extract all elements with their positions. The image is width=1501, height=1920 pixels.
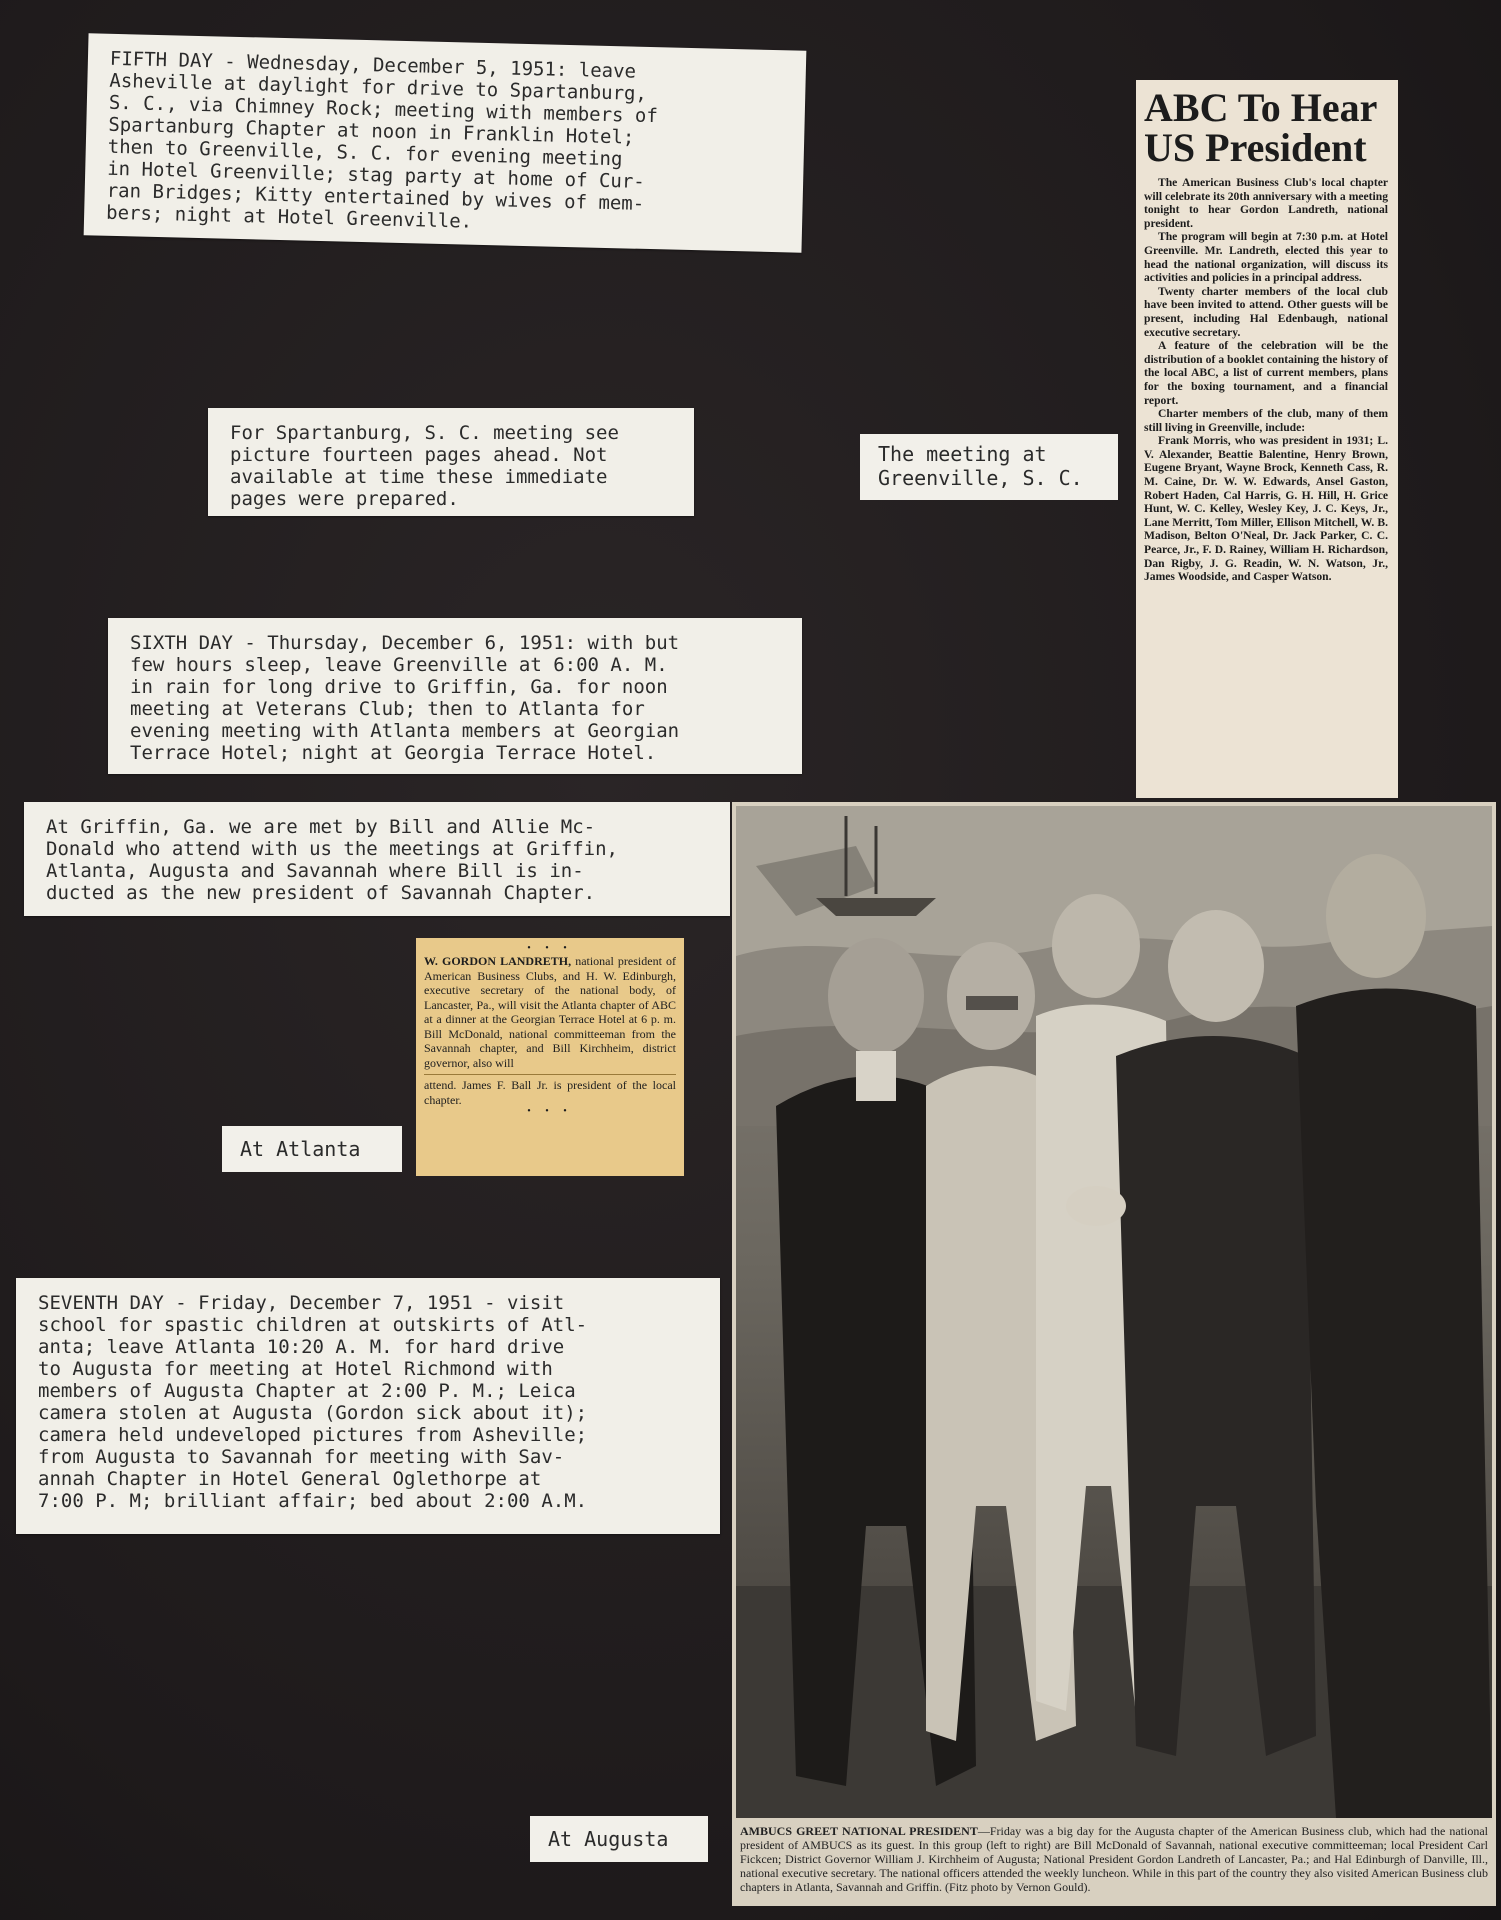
abc-paragraph: Charter members of the club, many of them still living in Greenville, include: [1144, 407, 1388, 434]
abc-headline: ABC To Hear US President [1144, 85, 1378, 170]
seventh-day-note: SEVENTH DAY - Friday, December 7, 1951 - visit school for spastic children at outskirts of Atl- anta; leave Atlanta 10:20 A. M. for hard drive to Augusta for meeting at Hotel Richmond with members of Augusta Chapter at 2:00 P. M.; Leica camera stolen at Augusta (Gordon sick about it); camera held undeveloped pictures from Asheville; from Augusta to Savannah for meeting with Sav- annah Chapter in Hotel General Oglethorpe at 7:00 P. M; brilliant affair; bed about 2:00 A.M. [16, 1278, 720, 1534]
clipping-dots: • • • [527, 943, 573, 954]
abc-newspaper-clipping [1136, 80, 1398, 798]
atlanta-article-body: national president of American Business Clubs, and H. W. Edinburgh, executive secretary of the national body, of Lancaster, Pa., will visit the Atlanta chapter of ABC at a dinner at the Georgian Terrace Hotel at 6 p. m. Bill McDonald, national committeeman from the Savannah chapter, and Bill Kirchheim, district governor, also will [424, 954, 676, 1070]
abc-paragraph: Frank Morris, who was president in 1931; L. V. Alexander, Beattie Balentine, Henry Brown, Eugene Bryant, Wayne Brock, Kenneth Cass, R. M. Caine, Dr. W. W. Edwards, Ansel Gaston, Robert Haden, Cal Harris, G. H. Hill, H. Grice Hunt, W. C. Kelley, Wesley Key, J. C. Keys, Jr., Lane Merritt, Tom Miller, Ellison Mitchell, W. B. Madison, Belton O'Neal, Dr. Jack Parker, C. C. Pearce, Jr., F. D. Rainey, William H. Richardson, Dan Rigby, J. G. Readin, W. N. Watson, Jr., James Woodside, and Casper Watson. [1144, 434, 1388, 584]
atlanta-article-end: attend. James F. Ball Jr. is president of the local chapter. [424, 1074, 676, 1107]
caption-headline: AMBUCS GREET NATIONAL PRESIDENT [740, 1824, 978, 1838]
abc-paragraph: Twenty charter members of the local club have been invited to attend. Other guests will be present, including Hal Edenbaugh, national executive secretary. [1144, 284, 1388, 339]
sixth-day-note: SIXTH DAY - Thursday, December 6, 1951: with but few hours sleep, leave Greenville at 6:00 A. M. in rain for long drive to Griffin, Ga. for noon meeting at Veterans Club; then to Atlanta for evening meeting with Atlanta members at Georgian Terrace Hotel; night at Georgia Terrace Hotel. [108, 618, 802, 774]
spartanburg-note: For Spartanburg, S. C. meeting see picture fourteen pages ahead. Not available at time these immediate pages were prepared. [208, 408, 694, 516]
abc-paragraph: A feature of the celebration will be the distribution of a booklet containing the history of the local ABC, a list of current members, plans for the boxing tournament, and a financial report. [1144, 339, 1388, 407]
group-photo [736, 806, 1492, 1818]
abc-paragraph: The program will begin at 7:30 p.m. at Hotel Greenville. Mr. Landreth, elected this year to head the national organization, will discuss its activities and policies in a principal address. [1144, 230, 1388, 285]
augusta-label: At Augusta [530, 1816, 708, 1862]
atlanta-label: At Atlanta [222, 1126, 402, 1172]
atlanta-newspaper-clipping [416, 938, 684, 1176]
caption-body: —Friday was a big day for the Augusta chapter of the American Business club, which had the national president of AMBUCS as its guest. In this group (left to right) are Bill McDonald of Savannah, national executive committeeman; local President Carl Fickcen; District Governor William J. Kirchheim of Augusta; National President Gordon Landreth of Lancaster, Pa.; and Hal Edinburgh of Danville, Ill., national executive secretary. The national officers attended the weekly luncheon. While in this part of the country they also visited American Business club chapters in Atlanta, Savannah and Griffin. (Fitz photo by Vernon Gould). [740, 1824, 1488, 1894]
clipping-dots: • • • [527, 1106, 573, 1117]
photo-caption [736, 1822, 1492, 1902]
atlanta-article-text [424, 954, 676, 1070]
fifth-day-note: FIFTH DAY - Wednesday, December 5, 1951: leave Asheville at daylight for drive to Spartanburg, S. C., via Chimney Rock; meeting with members of Spartanburg Chapter at noon in Franklin Hotel; then to Greenville, S. C. for evening meeting in Hotel Greenville; stag party at home of Cur- ran Bridges; Kitty entertained by wives of mem- bers; night at Hotel Greenville. [84, 33, 807, 252]
greenville-label: The meeting at Greenville, S. C. [860, 434, 1118, 500]
ambucs-photo-clipping [732, 802, 1496, 1906]
griffin-note: At Griffin, Ga. we are met by Bill and Allie Mc- Donald who attend with us the meetings at Griffin, Atlanta, Augusta and Savannah where Bill is in- ducted as the new president of Savannah Chapter. [24, 802, 730, 916]
abc-article-body [1136, 172, 1398, 588]
group-photo-drawing [736, 806, 1492, 1818]
abc-paragraph: The American Business Club's local chapter will celebrate its 20th anniversary with a meeting tonight to hear Gordon Landreth, national president. [1144, 176, 1388, 230]
landreth-name: W. GORDON LANDRETH, [424, 954, 572, 968]
